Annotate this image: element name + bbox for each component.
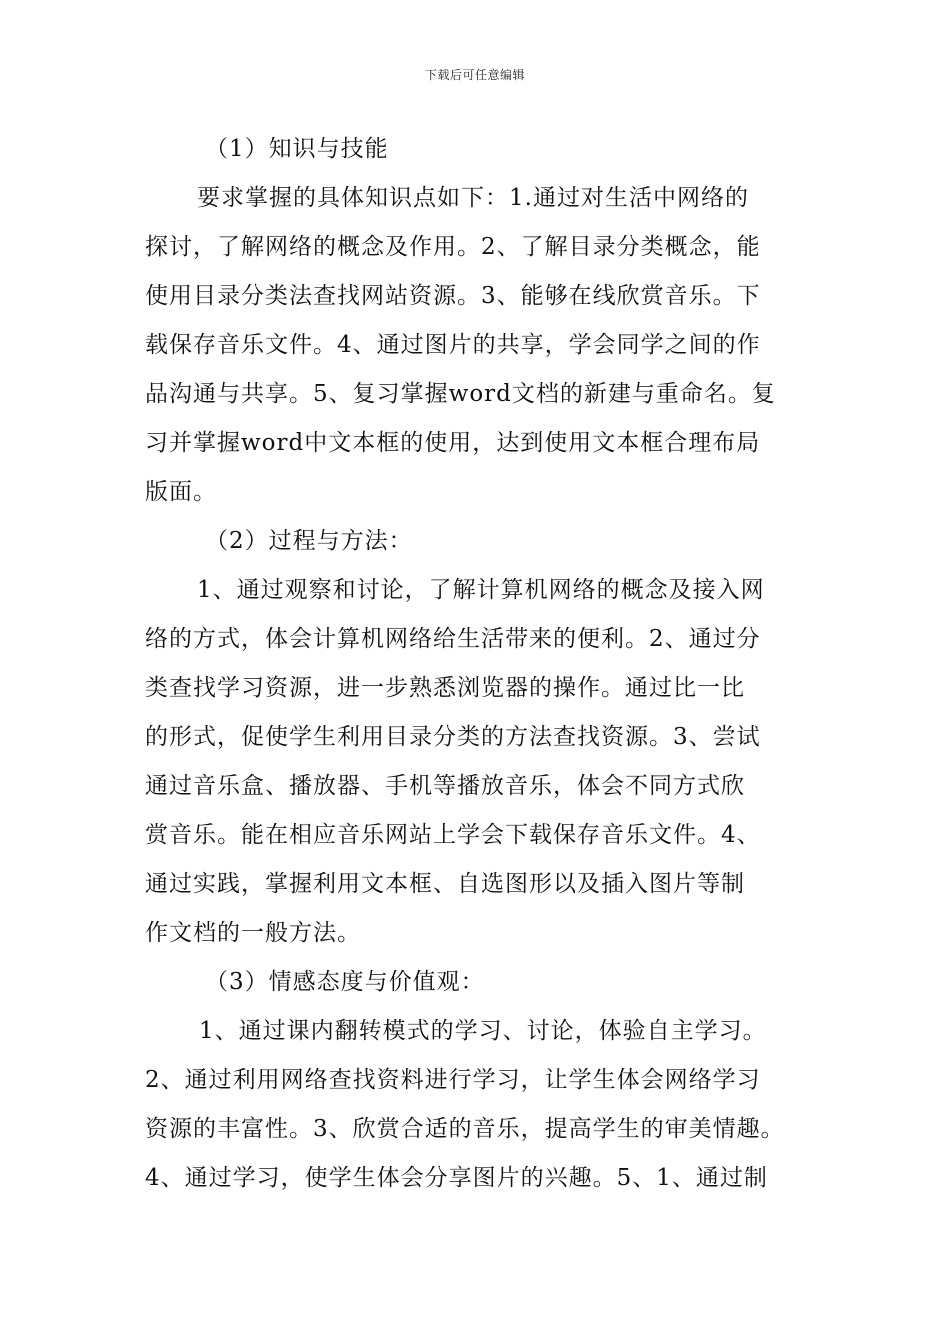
paragraph-line: 探讨，了解网络的概念及作用。2、了解目录分类概念，能 bbox=[145, 234, 761, 260]
paragraph-line: 4、通过学习，使学生体会分享图片的兴趣。5、1、通过制 bbox=[145, 1165, 768, 1191]
document-body bbox=[145, 125, 810, 1203]
paragraph-line: 使用目录分类法查找网站资源。3、能够在线欣赏音乐。下 bbox=[145, 283, 761, 309]
section-process-methods bbox=[145, 517, 810, 958]
paragraph-line: 版面。 bbox=[145, 479, 217, 505]
paragraph-line: 赏音乐。能在相应音乐网站上学会下载保存音乐文件。4、 bbox=[145, 822, 761, 848]
paragraph-line: 1、通过课内翻转模式的学习、讨论，体验自主学习。 bbox=[199, 1018, 767, 1044]
section-heading: （2）过程与方法： bbox=[205, 528, 413, 554]
paragraph-line: 通过音乐盒、播放器、手机等播放音乐，体会不同方式欣 bbox=[145, 773, 745, 799]
paragraph-line: 2、通过利用网络查找资料进行学习，让学生体会网络学习 bbox=[145, 1067, 761, 1093]
paragraph-line: 习并掌握word中文本框的使用，达到使用文本框合理布局 bbox=[145, 430, 761, 456]
section-knowledge-skills bbox=[145, 125, 810, 517]
paragraph-line: 通过实践，掌握利用文本框、自选图形以及插入图片等制 bbox=[145, 871, 745, 897]
page-header-note: 下载后可任意编辑 bbox=[424, 68, 525, 82]
paragraph-line: 1、通过观察和讨论，了解计算机网络的概念及接入网 bbox=[197, 577, 765, 603]
paragraph-line: 络的方式，体会计算机网络给生活带来的便利。2、通过分 bbox=[145, 626, 761, 652]
paragraph-line: 载保存音乐文件。4、通过图片的共享，学会同学之间的作 bbox=[145, 332, 761, 358]
paragraph-line: 的形式，促使学生利用目录分类的方法查找资源。3、尝试 bbox=[145, 724, 761, 750]
paragraph-line: 类查找学习资源，进一步熟悉浏览器的操作。通过比一比 bbox=[145, 675, 745, 701]
section-heading: （1）知识与技能 bbox=[205, 136, 389, 162]
section-attitudes-values bbox=[145, 958, 810, 1203]
paragraph-line: 作文档的一般方法。 bbox=[145, 920, 361, 946]
paragraph-line: 要求掌握的具体知识点如下：1.通过对生活中网络的 bbox=[197, 185, 749, 211]
paragraph-line: 品沟通与共享。5、复习掌握word文档的新建与重命名。复 bbox=[145, 381, 776, 407]
section-heading: （3）情感态度与价值观： bbox=[205, 969, 485, 995]
paragraph-line: 资源的丰富性。3、欣赏合适的音乐，提高学生的审美情趣。 bbox=[145, 1116, 785, 1142]
